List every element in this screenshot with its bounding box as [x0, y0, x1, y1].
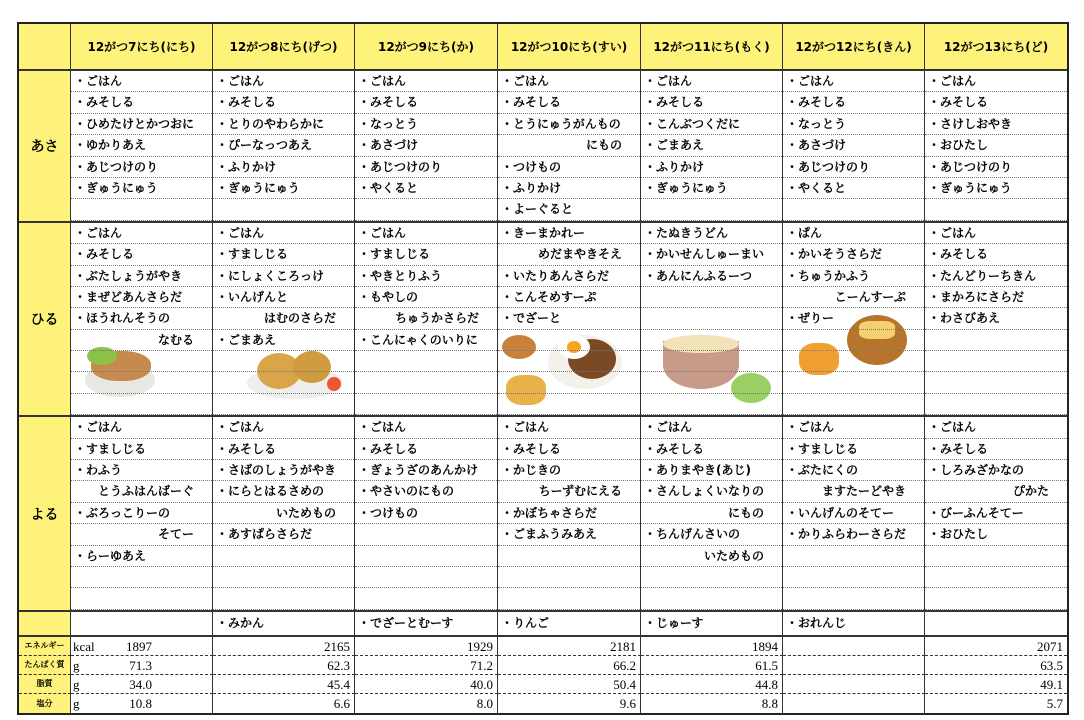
menu-item: ・いんげんと: [213, 287, 354, 308]
menu-item: いためもの: [213, 503, 354, 524]
value-text: 10.8: [129, 695, 152, 711]
menu-item: ・やくると: [355, 178, 497, 199]
menu-item: [213, 199, 354, 220]
menu-item: [355, 351, 497, 372]
menu-item: [925, 330, 1067, 351]
menu-item: にもの: [498, 135, 640, 156]
dessert-cell: [355, 612, 498, 635]
menu-item: ・ごはん: [71, 223, 212, 244]
menu-item: ・あんにんふるーつ: [641, 266, 782, 287]
menu-item: ・ごはん: [213, 417, 354, 438]
value-text: 44.8: [755, 676, 778, 692]
menu-cell: [925, 223, 1067, 416]
menu-item: ・ごはん: [641, 417, 782, 438]
menu-cell: [925, 417, 1067, 610]
menu-item: ・かいそうさらだ: [783, 244, 924, 265]
menu-cell: [783, 417, 925, 610]
menu-item: ・みそしる: [213, 439, 354, 460]
nutrition-value: [925, 694, 1067, 713]
menu-item: ・ちゅうかふう: [783, 266, 924, 287]
menu-item: [641, 351, 782, 372]
menu-item: ・みそしる: [641, 439, 782, 460]
menu-cell: [641, 71, 783, 221]
menu-item: ・ごはん: [641, 71, 782, 92]
menu-item: ・つけもの: [498, 157, 640, 178]
menu-item: ・さんしょくいなりの: [641, 481, 782, 502]
nutrition-value: [213, 637, 355, 656]
menu-item: [71, 567, 212, 588]
menu-item: ・ごはん: [783, 417, 924, 438]
menu-item: ・ごまふうみあえ: [498, 524, 640, 545]
menu-item: ・ごまあえ: [213, 330, 354, 351]
menu-item: [71, 394, 212, 415]
menu-item: ・わさびあえ: [925, 308, 1067, 329]
value-text: 71.3: [129, 657, 152, 673]
menu-cell: [641, 223, 783, 416]
menu-item: [498, 546, 640, 567]
menu-item: ・でざーと: [498, 308, 640, 329]
weekly-menu-table: [17, 22, 1069, 715]
value-text: 71.2: [470, 657, 493, 673]
nutrition-value: [213, 675, 355, 694]
value-text: 8.8: [761, 695, 778, 711]
menu-item: [783, 372, 924, 393]
nutrition-value: [355, 675, 498, 694]
menu-item: [355, 199, 497, 220]
menu-item: ・あじつけのり: [71, 157, 212, 178]
menu-item: [925, 372, 1067, 393]
dessert-item: [925, 612, 1067, 635]
menu-item: ・あじつけのり: [925, 157, 1067, 178]
dessert-cell: [213, 612, 355, 635]
menu-item: ・ごはん: [925, 71, 1067, 92]
menu-item: ・にらとはるさめの: [213, 481, 354, 502]
menu-item: ・かぼちゃさらだ: [498, 503, 640, 524]
menu-item: [71, 199, 212, 220]
meal-section-1: [19, 223, 1067, 418]
menu-item: [783, 394, 924, 415]
menu-item: ・あじつけのり: [783, 157, 924, 178]
menu-item: [641, 372, 782, 393]
menu-item: ・ぶたしょうがやき: [71, 266, 212, 287]
menu-item: ・とうにゅうがんもの: [498, 114, 640, 135]
menu-item: こーんすーぷ: [783, 287, 924, 308]
menu-item: [213, 394, 354, 415]
menu-item: [783, 567, 924, 588]
nutrition-value: [213, 656, 355, 675]
menu-item: ・あすぱらさらだ: [213, 524, 354, 545]
menu-item: ますたーどやき: [783, 481, 924, 502]
menu-item: ・みそしる: [925, 244, 1067, 265]
menu-item: ・こんそめすーぷ: [498, 287, 640, 308]
menu-item: なむる: [71, 330, 212, 351]
menu-item: ・ごはん: [355, 223, 497, 244]
nutrition-label: 脂質: [19, 675, 71, 694]
menu-item: ・たぬきうどん: [641, 223, 782, 244]
value-text: 61.5: [755, 657, 778, 673]
menu-item: ・ぱん: [783, 223, 924, 244]
nutrition-value: [213, 694, 355, 713]
menu-item: ・いたりあんさらだ: [498, 266, 640, 287]
menu-item: [783, 351, 924, 372]
menu-cell: [498, 417, 641, 610]
menu-item: ・らーゆあえ: [71, 546, 212, 567]
menu-item: [783, 588, 924, 609]
meal-section-0: [19, 71, 1067, 223]
nutrition-unit: kcal: [73, 638, 95, 654]
dessert-cell: [641, 612, 783, 635]
menu-cell: [213, 223, 355, 416]
value-text: 5.7: [1046, 695, 1063, 711]
menu-item: ・おひたし: [925, 135, 1067, 156]
menu-item: ・あさづけ: [783, 135, 924, 156]
menu-item: [925, 199, 1067, 220]
menu-item: ・びーふんそてー: [925, 503, 1067, 524]
nutrition-value: [355, 637, 498, 656]
menu-item: [925, 588, 1067, 609]
menu-cell: [213, 417, 355, 610]
value-text: 2181: [610, 638, 636, 654]
dessert-label: [19, 612, 71, 635]
menu-item: ・ぜりー: [783, 308, 924, 329]
menu-item: [498, 567, 640, 588]
menu-item: とうふはんばーぐ: [71, 481, 212, 502]
menu-cell: [213, 71, 355, 221]
nutrition-value: [783, 637, 925, 656]
menu-cell: [355, 223, 498, 416]
nutrition-unit: g: [73, 676, 80, 692]
menu-item: [355, 372, 497, 393]
nutrition-value: [71, 694, 213, 713]
dessert-item: [71, 612, 212, 635]
menu-item: ・ごはん: [213, 223, 354, 244]
menu-item: [498, 372, 640, 393]
menu-item: ・あさづけ: [355, 135, 497, 156]
menu-item: ・やきとりふう: [355, 266, 497, 287]
menu-item: ・ふりかけ: [641, 157, 782, 178]
menu-item: ・すましじる: [71, 439, 212, 460]
dessert-cell: [71, 612, 213, 635]
menu-item: ・みそしる: [925, 439, 1067, 460]
menu-item: ・ごまあえ: [641, 135, 782, 156]
menu-item: [71, 372, 212, 393]
menu-cell: [498, 223, 641, 416]
menu-cell: [498, 71, 641, 221]
dessert-row: [19, 612, 1067, 637]
menu-item: [355, 546, 497, 567]
menu-item: いためもの: [641, 546, 782, 567]
menu-item: [641, 330, 782, 351]
menu-item: ・みそしる: [498, 92, 640, 113]
nutrition-label: 塩分: [19, 694, 71, 713]
menu-item: [641, 394, 782, 415]
nutrition-value: [498, 694, 641, 713]
nutrition-label: たんぱく質: [19, 656, 71, 675]
menu-item: [925, 567, 1067, 588]
nutrition-value: [641, 675, 783, 694]
nutrition-value: [355, 656, 498, 675]
menu-item: [498, 351, 640, 372]
menu-cell: [925, 71, 1067, 221]
menu-item: [925, 351, 1067, 372]
menu-item: [355, 524, 497, 545]
nutrition-row: [19, 694, 1067, 713]
nutrition-value: [641, 694, 783, 713]
menu-item: ・みそしる: [71, 244, 212, 265]
menu-item: ・みそしる: [641, 92, 782, 113]
dessert-item: ・おれんじ: [786, 615, 847, 630]
menu-item: ・こんぶつくだに: [641, 114, 782, 135]
nutrition-label: エネルギー: [19, 637, 71, 656]
nutrition-row: [19, 675, 1067, 694]
day-header: 12がつ9にち(か): [355, 24, 498, 71]
nutrition-value: [355, 694, 498, 713]
nutrition-value: [783, 656, 925, 675]
menu-item: ・ありまやき(あじ): [641, 460, 782, 481]
nutrition-value: [71, 656, 213, 675]
menu-item: [783, 330, 924, 351]
menu-item: ・ちんげんさいの: [641, 524, 782, 545]
value-text: 62.3: [327, 657, 350, 673]
menu-item: ・みそしる: [498, 439, 640, 460]
menu-item: ・もやしの: [355, 287, 497, 308]
menu-item: ・ぶたにくの: [783, 460, 924, 481]
value-text: 34.0: [129, 676, 152, 692]
menu-cell: [783, 223, 925, 416]
menu-item: ・つけもの: [355, 503, 497, 524]
nutrition-value: [71, 637, 213, 656]
dessert-cell: [925, 612, 1067, 635]
value-text: 40.0: [470, 676, 493, 692]
dessert-cell: [498, 612, 641, 635]
value-text: 49.1: [1040, 676, 1063, 692]
menu-item: めだまやきそえ: [498, 244, 640, 265]
menu-item: [355, 394, 497, 415]
nutrition-value: [498, 675, 641, 694]
corner-cell: [19, 24, 71, 71]
menu-item: ・ふりかけ: [498, 178, 640, 199]
menu-item: ・しろみざかなの: [925, 460, 1067, 481]
menu-item: ちーずむにえる: [498, 481, 640, 502]
value-text: 9.6: [619, 695, 636, 711]
nutrition-unit: g: [73, 657, 80, 673]
day-header: 12がつ13にち(ど): [925, 24, 1067, 71]
value-text: 45.4: [327, 676, 350, 692]
menu-item: ・かりふらわーさらだ: [783, 524, 924, 545]
menu-item: ・ごはん: [213, 71, 354, 92]
meal-label: ひる: [19, 223, 71, 416]
menu-item: ・ぎょうざのあんかけ: [355, 460, 497, 481]
menu-item: ・ゆかりあえ: [71, 135, 212, 156]
menu-item: ・みそしる: [925, 92, 1067, 113]
menu-item: ・ごはん: [71, 71, 212, 92]
value-text: 1897: [126, 638, 152, 654]
menu-item: ・さけしおやき: [925, 114, 1067, 135]
menu-item: [213, 567, 354, 588]
menu-item: ・すましじる: [213, 244, 354, 265]
value-text: 1894: [752, 638, 778, 654]
menu-item: はむのさらだ: [213, 308, 354, 329]
menu-cell: [641, 417, 783, 610]
menu-item: ・なっとう: [355, 114, 497, 135]
nutrition-value: [498, 637, 641, 656]
menu-item: ・いんげんのそてー: [783, 503, 924, 524]
menu-item: [213, 372, 354, 393]
nutrition-value: [498, 656, 641, 675]
menu-item: ・おひたし: [925, 524, 1067, 545]
menu-item: [71, 351, 212, 372]
dessert-item: ・みかん: [216, 615, 265, 630]
menu-item: ・たんどりーちきん: [925, 266, 1067, 287]
menu-item: ・ほうれんそうの: [71, 308, 212, 329]
menu-item: ・みそしる: [355, 92, 497, 113]
day-header: 12がつ11にち(もく): [641, 24, 783, 71]
menu-item: ・ごはん: [355, 71, 497, 92]
menu-item: ・なっとう: [783, 114, 924, 135]
menu-item: [498, 394, 640, 415]
nutrition-value: [925, 656, 1067, 675]
menu-item: ちゅうかさらだ: [355, 308, 497, 329]
nutrition-value: [71, 675, 213, 694]
menu-cell: [71, 71, 213, 221]
menu-item: ・こんにゃくのいりに: [355, 330, 497, 351]
menu-item: ・ごはん: [498, 417, 640, 438]
menu-item: ・きーまかれー: [498, 223, 640, 244]
meal-label: あさ: [19, 71, 71, 221]
menu-item: ・ふりかけ: [213, 157, 354, 178]
day-header: 12がつ7にち(にち): [71, 24, 213, 71]
menu-item: ・まかろにさらだ: [925, 287, 1067, 308]
day-header: 12がつ10にち(すい): [498, 24, 641, 71]
menu-item: ぴかた: [925, 481, 1067, 502]
menu-item: [213, 351, 354, 372]
nutrition-value: [641, 656, 783, 675]
value-text: 66.2: [613, 657, 636, 673]
menu-item: そてー: [71, 524, 212, 545]
menu-cell: [355, 417, 498, 610]
menu-item: [783, 199, 924, 220]
menu-cell: [71, 223, 213, 416]
dessert-item: ・りんご: [501, 615, 550, 630]
menu-item: ・ぴーなっつあえ: [213, 135, 354, 156]
menu-item: ・みそしる: [783, 92, 924, 113]
menu-item: [641, 308, 782, 329]
menu-item: ・ごはん: [498, 71, 640, 92]
menu-item: ・とりのやわらかに: [213, 114, 354, 135]
nutrition-value: [783, 675, 925, 694]
menu-item: ・ごはん: [71, 417, 212, 438]
menu-item: [641, 199, 782, 220]
menu-item: ・みそしる: [71, 92, 212, 113]
value-text: 2165: [324, 638, 350, 654]
menu-item: [355, 588, 497, 609]
menu-item: にもの: [641, 503, 782, 524]
value-text: 2071: [1037, 638, 1063, 654]
menu-item: [641, 567, 782, 588]
value-text: 63.5: [1040, 657, 1063, 673]
menu-item: ・ぎゅうにゅう: [925, 178, 1067, 199]
menu-cell: [783, 71, 925, 221]
value-text: 1929: [467, 638, 493, 654]
menu-item: [641, 287, 782, 308]
menu-item: [783, 546, 924, 567]
menu-cell: [355, 71, 498, 221]
menu-item: ・かじきの: [498, 460, 640, 481]
nutrition-value: [641, 637, 783, 656]
menu-item: ・ぎゅうにゅう: [213, 178, 354, 199]
menu-item: [641, 588, 782, 609]
meal-section-2: [19, 417, 1067, 612]
nutrition-row: [19, 637, 1067, 656]
value-text: 8.0: [476, 695, 493, 711]
menu-item: [498, 588, 640, 609]
value-text: 6.6: [333, 695, 350, 711]
menu-item: ・すましじる: [783, 439, 924, 460]
dessert-cell: [783, 612, 925, 635]
menu-item: ・すましじる: [355, 244, 497, 265]
meal-label: よる: [19, 417, 71, 610]
menu-item: ・ぎゅうにゅう: [71, 178, 212, 199]
nutrition-value: [783, 694, 925, 713]
dessert-item: ・でざーとむーす: [358, 615, 454, 630]
menu-item: ・やくると: [783, 178, 924, 199]
nutrition-value: [925, 637, 1067, 656]
menu-item: ・わふう: [71, 460, 212, 481]
menu-item: ・さばのしょうがやき: [213, 460, 354, 481]
menu-item: ・ぎゅうにゅう: [641, 178, 782, 199]
header-row: [19, 24, 1067, 71]
menu-item: ・やさいのにもの: [355, 481, 497, 502]
menu-item: ・みそしる: [213, 92, 354, 113]
menu-item: [355, 567, 497, 588]
day-header: 12がつ12にち(きん): [783, 24, 925, 71]
menu-item: ・ごはん: [783, 71, 924, 92]
menu-item: [71, 588, 212, 609]
menu-item: [213, 588, 354, 609]
menu-item: [925, 546, 1067, 567]
value-text: 50.4: [613, 676, 636, 692]
menu-item: ・よーぐると: [498, 199, 640, 220]
menu-item: ・あじつけのり: [355, 157, 497, 178]
day-header: 12がつ8にち(げつ): [213, 24, 355, 71]
menu-item: ・ひめたけとかつおに: [71, 114, 212, 135]
menu-item: ・ごはん: [925, 223, 1067, 244]
menu-cell: [71, 417, 213, 610]
nutrition-value: [925, 675, 1067, 694]
menu-item: ・ごはん: [925, 417, 1067, 438]
menu-item: ・まぜどあんさらだ: [71, 287, 212, 308]
menu-item: [925, 394, 1067, 415]
dessert-item: ・じゅーす: [644, 615, 704, 630]
nutrition-row: [19, 656, 1067, 675]
menu-item: ・ぶろっこりーの: [71, 503, 212, 524]
menu-item: [213, 546, 354, 567]
menu-item: ・みそしる: [355, 439, 497, 460]
menu-item: [498, 330, 640, 351]
menu-item: ・にしょくころっけ: [213, 266, 354, 287]
menu-item: ・かいせんしゅーまい: [641, 244, 782, 265]
menu-item: ・ごはん: [355, 417, 497, 438]
nutrition-unit: g: [73, 695, 80, 711]
